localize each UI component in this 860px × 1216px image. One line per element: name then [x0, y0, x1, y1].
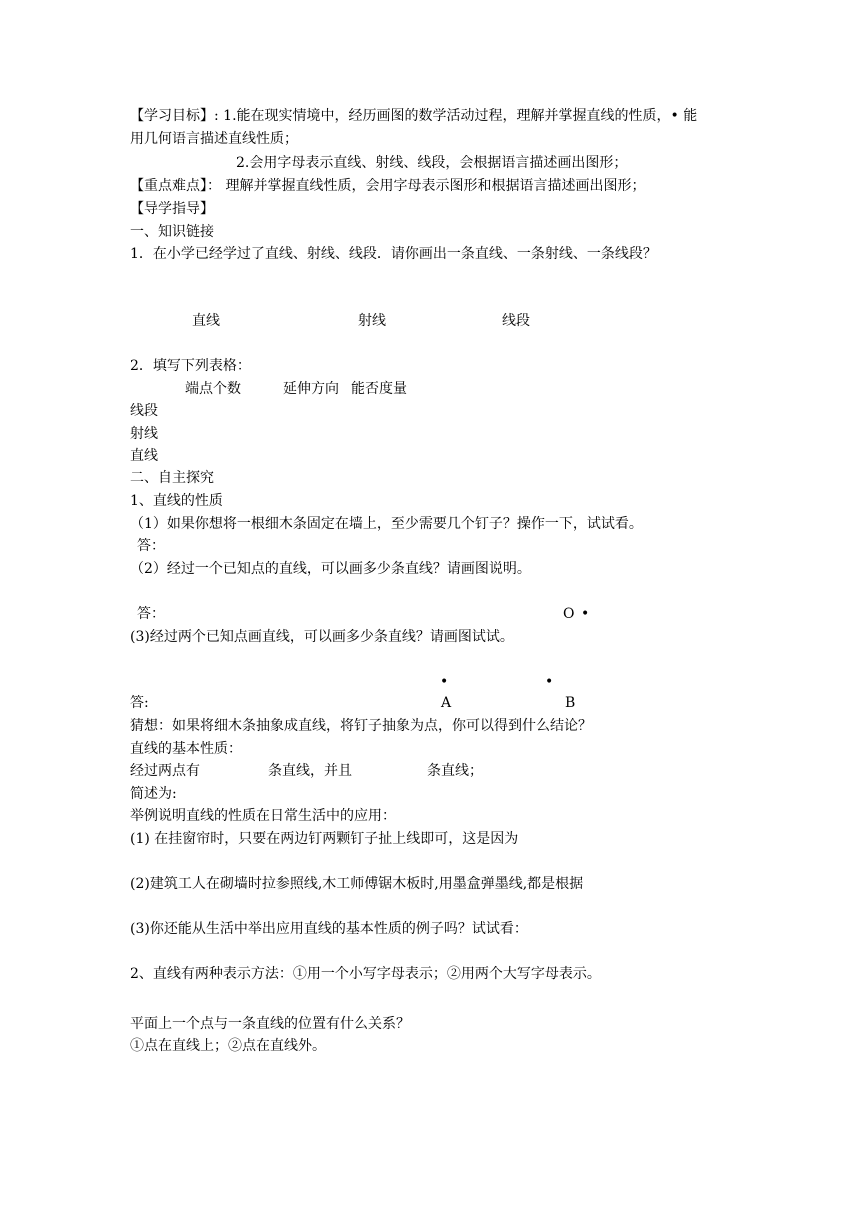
- answer-2-label: 答：: [137, 606, 165, 622]
- table-header-direction: 延伸方向: [283, 381, 339, 397]
- key-points: 【重点难点】： 理解并掌握直线性质，会用字母表示图形和根据语言描述画出图形；: [130, 178, 646, 194]
- subsection-1-heading: 1、直线的性质: [130, 493, 223, 509]
- section2-heading: 二、自主探究: [130, 470, 214, 486]
- fill-blank-part-2: 条直线，并且: [268, 763, 352, 779]
- brief-statement: 简述为:: [130, 786, 177, 802]
- explore-question-1: （1）如果你想将一根细木条固定在墙上，至少需要几个钉子？操作一下，试试看。: [130, 516, 643, 532]
- explore-question-3: (3)经过两个已知点画直线，可以画多少条直线？请画图试试。: [130, 629, 514, 645]
- conjecture: 猜想：如果将细木条抽象成直线，将钉子抽象为点，你可以得到什么结论？: [130, 718, 592, 734]
- examples-heading: 举例说明直线的性质在日常生活中的应用：: [130, 808, 396, 824]
- label-ray: 射线: [358, 313, 386, 329]
- table-row-ray: 射线: [130, 426, 158, 442]
- label-segment: 线段: [502, 313, 530, 329]
- question-2: 2．填写下列表格：: [130, 358, 251, 374]
- position-answer: ①点在直线上；②点在直线外。: [130, 1038, 326, 1054]
- basic-property-heading: 直线的基本性质：: [130, 741, 242, 757]
- objectives-line-1: 【学习目标】: 1.能在现实情境中，经历画图的数学活动过程，理解并掌握直线的性质，• 能: [130, 108, 698, 124]
- answer-3-label: 答:: [130, 695, 149, 711]
- objectives-line-2: 用几何语言描述直线性质；: [130, 131, 298, 147]
- example-1: (1) 在挂窗帘时，只要在两边钉两颗钉子扯上线即可，这是因为: [130, 831, 519, 847]
- point-b-dot: •: [545, 674, 554, 690]
- section1-heading: 一、知识链接: [130, 224, 214, 240]
- guide-heading: 【导学指导】: [130, 201, 214, 217]
- point-o-label: O: [563, 606, 575, 622]
- subsection-2-heading: 2、直线有两种表示方法：①用一个小写字母表示；②用两个大写字母表示。: [130, 966, 601, 982]
- table-row-segment: 线段: [130, 403, 158, 419]
- example-3: (3)你还能从生活中举出应用直线的基本性质的例子吗？试试看：: [130, 921, 528, 937]
- fill-blank-part-1: 经过两点有: [130, 763, 200, 779]
- explore-question-2: （2）经过一个已知点的直线，可以画多少条直线？请画图说明。: [130, 561, 531, 577]
- fill-blank-part-3: 条直线；: [427, 763, 483, 779]
- point-a-dot: •: [440, 674, 449, 690]
- question-1: 1．在小学已经学过了直线、射线、线段．请你画出一条直线、一条射线、一条线段？: [130, 246, 657, 262]
- point-a-label: A: [441, 695, 452, 711]
- label-line: 直线: [192, 313, 220, 329]
- example-2: (2)建筑工人在砌墙时拉参照线,木工师傅锯木板时,用墨盒弹墨线,都是根据: [130, 876, 584, 892]
- answer-1-label: 答：: [137, 538, 165, 554]
- table-header-endpoints: 端点个数: [185, 381, 241, 397]
- table-row-line: 直线: [130, 448, 158, 464]
- point-o-dot: •: [581, 606, 590, 622]
- position-question: 平面上一个点与一条直线的位置有什么关系？: [130, 1016, 410, 1032]
- table-header-measurable: 能否度量: [351, 381, 407, 397]
- point-b-label: B: [565, 695, 576, 711]
- objectives-line-3: 2.会用字母表示直线、射线、线段，会根据语言描述画出图形；: [236, 155, 628, 171]
